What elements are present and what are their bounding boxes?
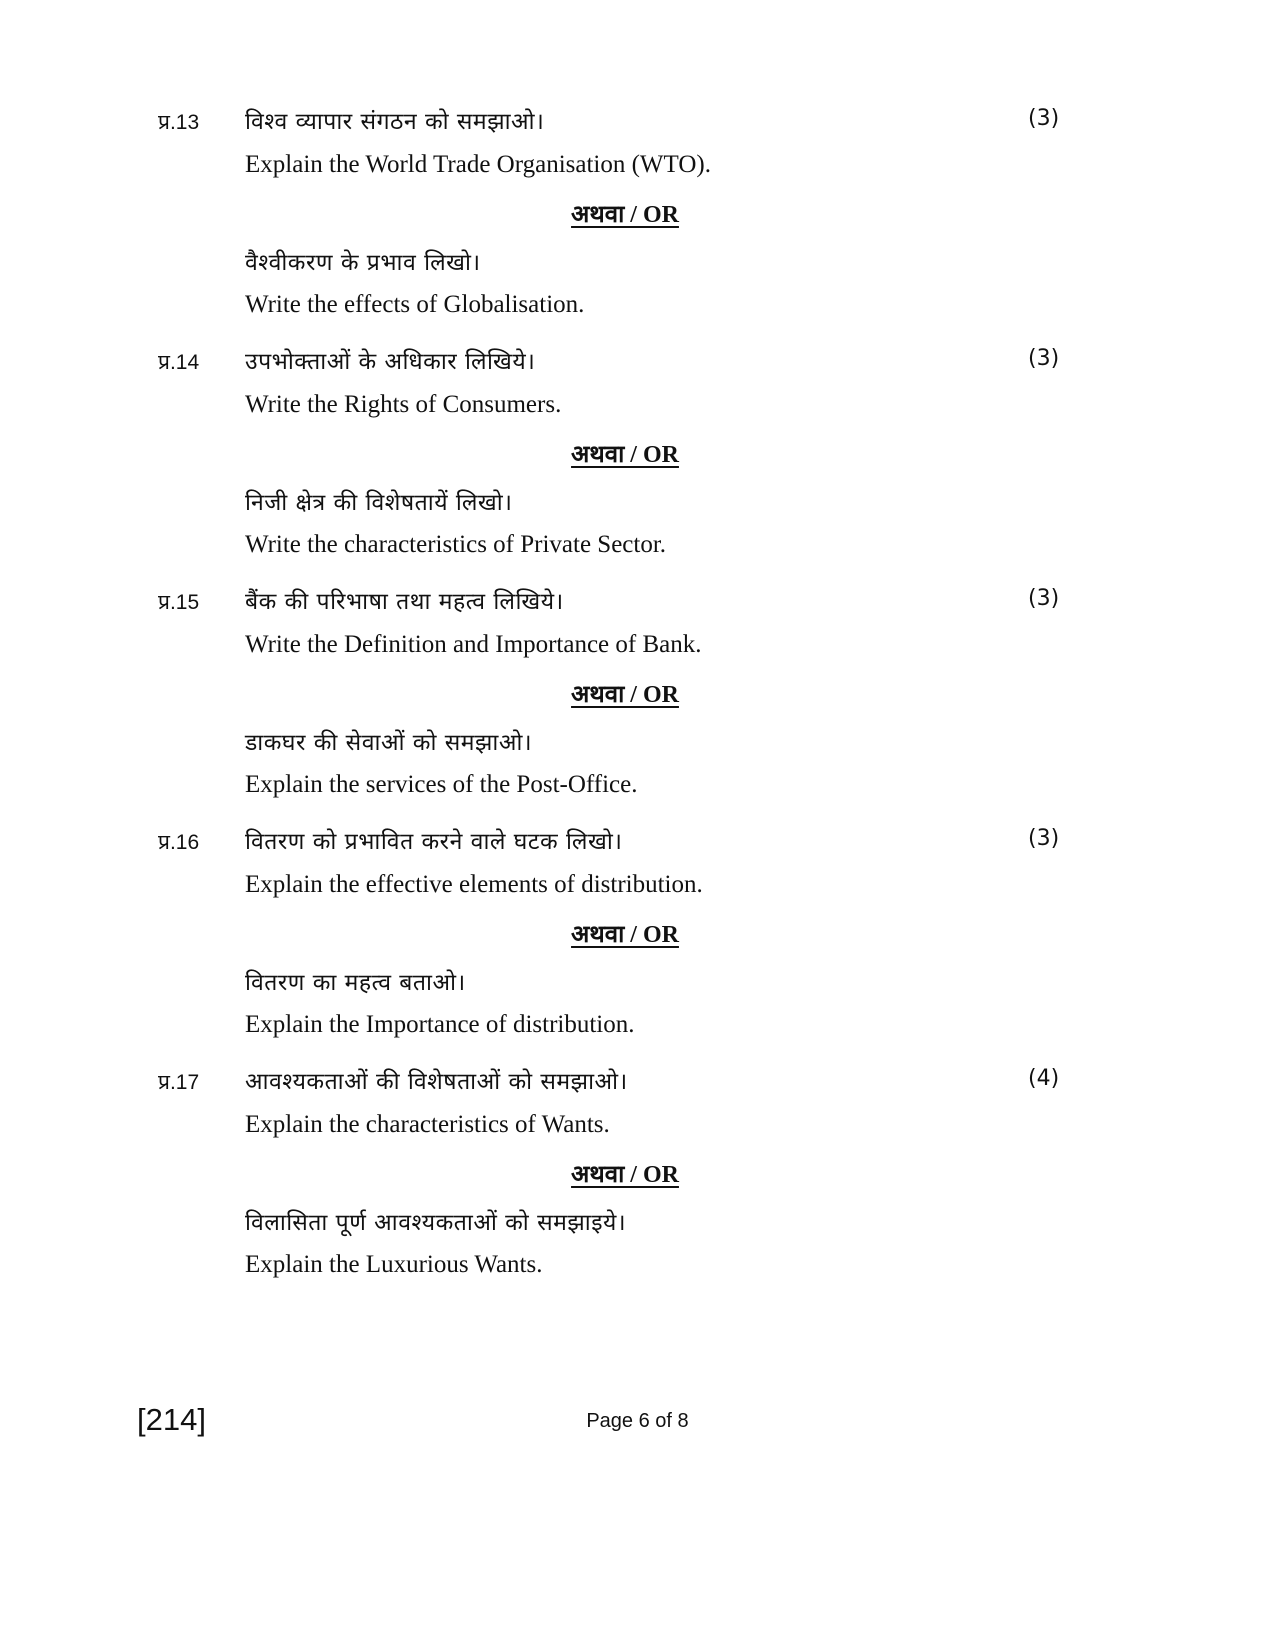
question-number: प्र.16 bbox=[158, 831, 200, 854]
question-text-hindi: विश्व व्यापार संगठन को समझाओ। bbox=[245, 109, 545, 135]
question-marks: (3) bbox=[1028, 826, 1060, 851]
or-divider: अथवा / OR bbox=[571, 1162, 679, 1188]
question-marks: (3) bbox=[1028, 586, 1060, 611]
question-text-english: Write the Definition and Importance of Bank. bbox=[245, 631, 702, 658]
question-text-hindi: आवश्यकताओं की विशेषताओं को समझाओ। bbox=[245, 1069, 628, 1095]
question-text-english: Write the Rights of Consumers. bbox=[245, 391, 562, 418]
question-text-hindi: बैंक की परिभाषा तथा महत्व लिखिये। bbox=[245, 589, 564, 615]
alternate-question-english: Write the characteristics of Private Sector. bbox=[245, 531, 667, 558]
question-marks: (3) bbox=[1028, 106, 1060, 131]
alternate-question-english: Explain the Luxurious Wants. bbox=[245, 1251, 543, 1278]
alternate-question-hindi: विलासिता पूर्ण आवश्यकताओं को समझाइये। bbox=[245, 1210, 627, 1236]
question-number: प्र.13 bbox=[158, 111, 200, 134]
question-text-english: Explain the characteristics of Wants. bbox=[245, 1111, 610, 1138]
question-text-english: Explain the World Trade Organisation (WTO). bbox=[245, 151, 711, 178]
page-number: Page 6 of 8 bbox=[586, 1410, 689, 1432]
alternate-question-hindi: वितरण का महत्व बताओ। bbox=[245, 970, 466, 996]
or-divider: अथवा / OR bbox=[571, 442, 679, 468]
alternate-question-english: Write the effects of Globalisation. bbox=[245, 291, 585, 318]
or-divider: अथवा / OR bbox=[571, 922, 679, 948]
question-number: प्र.17 bbox=[158, 1071, 200, 1094]
question-marks: (3) bbox=[1028, 346, 1060, 371]
alternate-question-hindi: डाकघर की सेवाओं को समझाओ। bbox=[245, 730, 533, 756]
question-text-english: Explain the effective elements of distribution. bbox=[245, 871, 703, 898]
paper-code: [214] bbox=[137, 1402, 206, 1437]
alternate-question-hindi: वैश्वीकरण के प्रभाव लिखो। bbox=[245, 250, 481, 276]
question-text-hindi: उपभोक्ताओं के अधिकार लिखिये। bbox=[245, 349, 536, 375]
alternate-question-hindi: निजी क्षेत्र की विशेषतायें लिखो। bbox=[245, 490, 513, 516]
question-number: प्र.15 bbox=[158, 591, 200, 614]
question-marks: (4) bbox=[1028, 1066, 1060, 1091]
or-divider: अथवा / OR bbox=[571, 682, 679, 708]
alternate-question-english: Explain the services of the Post-Office. bbox=[245, 771, 638, 798]
question-number: प्र.14 bbox=[158, 351, 200, 374]
or-divider: अथवा / OR bbox=[571, 202, 679, 228]
question-text-hindi: वितरण को प्रभावित करने वाले घटक लिखो। bbox=[245, 829, 623, 855]
alternate-question-english: Explain the Importance of distribution. bbox=[245, 1011, 635, 1038]
